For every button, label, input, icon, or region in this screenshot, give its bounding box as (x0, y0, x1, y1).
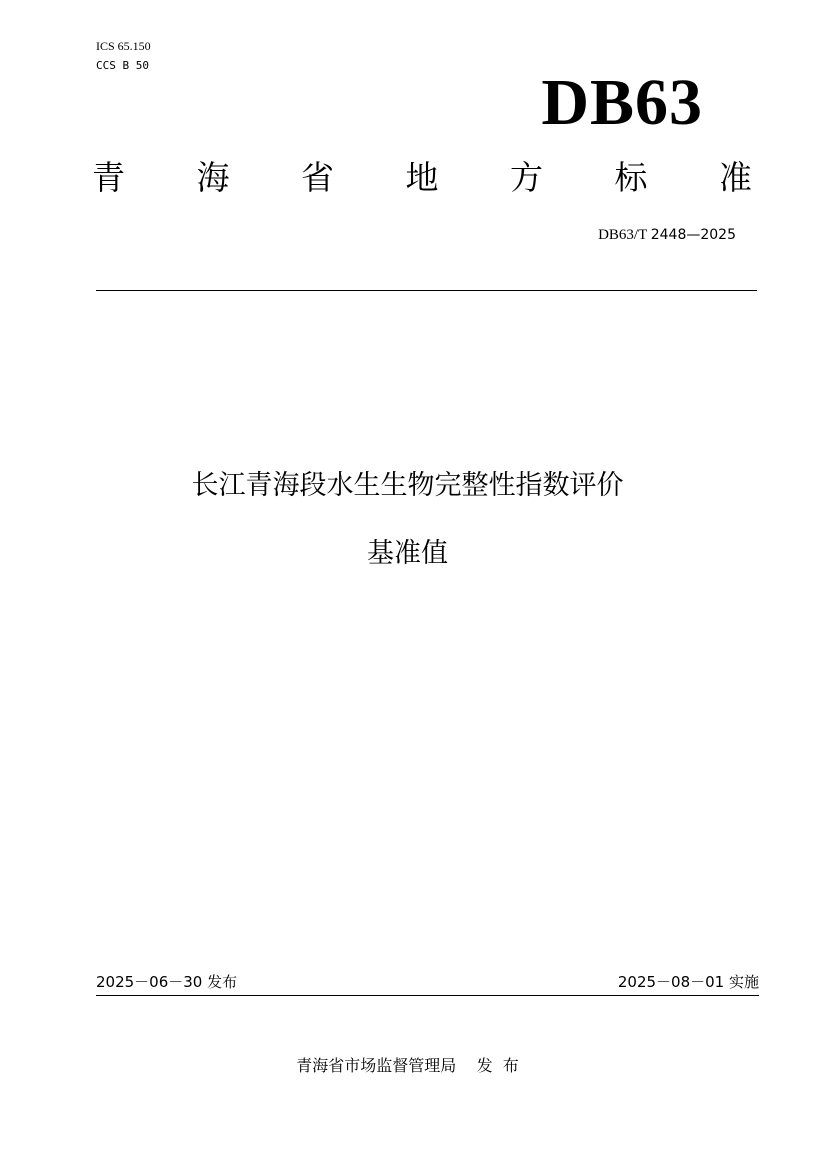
top-divider (96, 290, 757, 291)
standard-type-char: 海 (196, 158, 230, 197)
standard-code-number: 2448—2025 (650, 227, 736, 243)
standard-code (598, 225, 736, 245)
standard-type-char: 青 (92, 158, 125, 197)
ccs-code: CCS B 50 (96, 59, 149, 72)
standard-type-char: 标 (614, 158, 648, 197)
standard-type-char: 省 (301, 158, 334, 197)
standard-type-char: 方 (510, 158, 543, 197)
standard-logo: DB63 (541, 66, 703, 139)
standard-code-prefix: DB63/T (598, 227, 651, 243)
document-title-line-1: 长江青海段水生生物完整性指数评价 (191, 470, 624, 501)
implementation-date: 2025－08－01 实施 (617, 973, 759, 991)
document-title-line-2: 基准值 (367, 538, 448, 569)
standard-type-char: 准 (719, 158, 752, 197)
standard-type-heading (92, 157, 752, 199)
ics-code: ICS 65.150 (96, 39, 151, 53)
standard-type-char: 地 (405, 158, 439, 197)
bottom-divider (96, 995, 759, 996)
issuing-authority: 青海省市场监督管理局 发 布 (296, 1056, 519, 1075)
issue-date: 2025－06－30 发布 (96, 973, 238, 991)
